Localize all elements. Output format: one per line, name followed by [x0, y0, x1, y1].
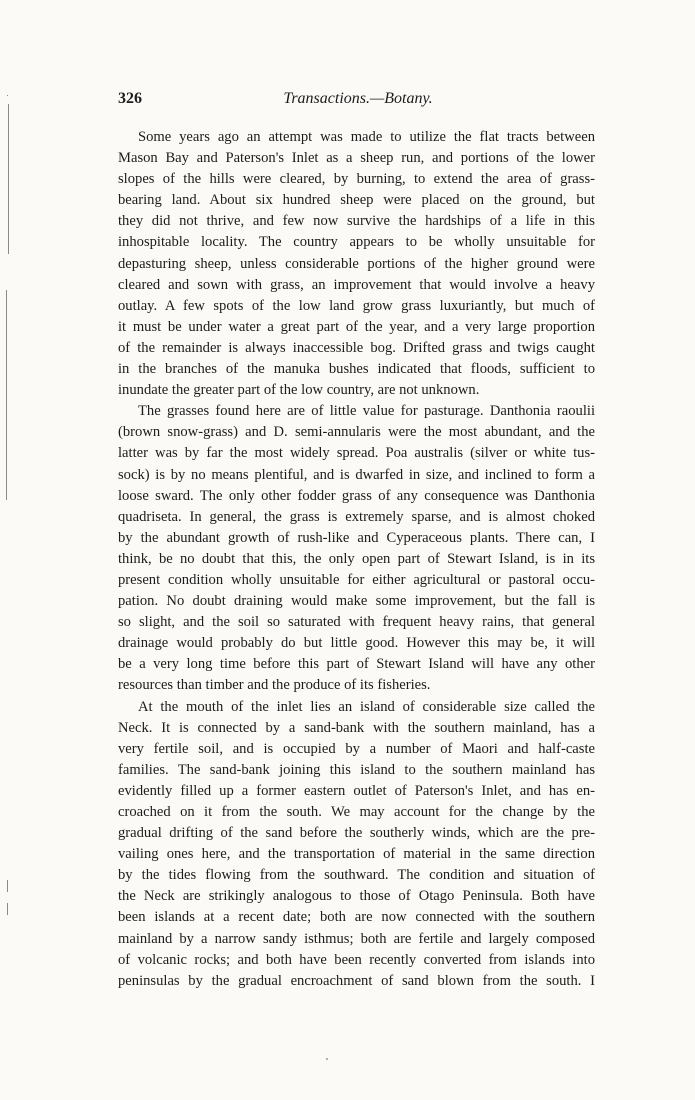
page-header	[118, 90, 598, 110]
text-line: by the tides flowing from the southward. The condition and situation of	[118, 867, 595, 884]
text-line: cleared and sown with grass, an improvement that would involve a heavy	[118, 276, 595, 293]
text-line: quadriseta. In general, the grass is extremely sparse, and is almost choked	[118, 508, 595, 525]
text-line: mainland by a narrow sandy isthmus; both are fertile and largely composed	[118, 930, 595, 947]
text-line: be a very long time before this part of Stewart Island will have any other	[118, 656, 595, 673]
scan-mark	[7, 880, 8, 892]
body-text	[118, 127, 595, 992]
text-line: think, be no doubt that this, the only open part of Stewart Island, is in its	[118, 550, 595, 567]
text-line: loose sward. The only other fodder grass of any consequence was Danthonia	[118, 487, 595, 504]
text-line: so slight, and the soil so saturated with frequent heavy rains, that general	[118, 614, 595, 631]
text-line: gradual drifting of the sand before the southerly winds, which are the pre-	[118, 825, 595, 842]
text-line: At the mouth of the inlet lies an island of considerable size called the	[138, 698, 595, 715]
text-line: families. The sand-bank joining this island to the southern mainland has	[118, 761, 595, 778]
text-line: inundate the greater part of the low country, are not unknown.	[118, 382, 480, 399]
text-line: Some years ago an attempt was made to utilize the flat tracts between	[138, 129, 595, 145]
text-line: resources than timber and the produce of its fisheries.	[118, 677, 431, 694]
paragraph	[118, 127, 595, 401]
scan-mark	[7, 903, 8, 915]
text-line: croached on it from the south. We may account for the change by the	[118, 804, 595, 820]
page-speck	[326, 1058, 328, 1060]
text-line: been islands at a recent date; both are now connected with the southern	[118, 909, 595, 926]
text-line: present condition wholly unsuitable for either agricultural or pastoral occu-	[118, 571, 595, 588]
text-line: evidently filled up a former eastern outlet of Paterson's Inlet, and has en-	[118, 782, 595, 799]
text-line: (brown snow-grass) and D. semi-annularis were the most abundant, and the	[118, 424, 595, 441]
text-line: Mason Bay and Paterson's Inlet as a sheep run, and portions of the lower	[118, 150, 595, 167]
text-line: inhospitable locality. The country appears to be wholly unsuitable for	[118, 234, 595, 251]
text-line: latter was by far the most widely spread. Poa australis (silver or white tus-	[118, 445, 595, 462]
text-line: outlay. A few spots of the low land grow grass luxuriantly, but much of	[118, 297, 595, 314]
text-line: Neck. It is connected by a sand-bank with the southern mainland, has a	[118, 719, 595, 736]
text-line: they did not thrive, and few now survive the hardships of a life in this	[118, 213, 595, 230]
text-line: pation. No doubt draining would make some improvement, but the fall is	[118, 593, 595, 610]
paragraph	[118, 697, 595, 992]
text-line: sock) is by no means plentiful, and is dwarfed in size, and inclined to form a	[118, 466, 595, 483]
page-number: 326	[118, 90, 142, 107]
text-line: peninsulas by the gradual encroachment of sand blown from the south. I	[118, 972, 595, 989]
scan-mark	[8, 104, 9, 254]
paragraph	[118, 401, 595, 696]
text-line: of the remainder is always inaccessible bog. Drifted grass and twigs caught	[118, 339, 595, 356]
text-line: slopes of the hills were cleared, by burning, to extend the area of grass-	[118, 171, 595, 188]
text-line: depasturing sheep, unless considerable portions of the higher ground were	[118, 255, 595, 272]
text-line: of volcanic rocks; and both have been recently converted from islands into	[118, 951, 595, 968]
running-title: Transactions.—Botany.	[283, 90, 433, 107]
scan-mark	[7, 95, 8, 96]
text-line: it must be under water a great part of the year, and a very large proportion	[118, 318, 595, 335]
text-line: vailing ones here, and the transportation of material in the same direction	[118, 846, 595, 863]
scan-mark	[6, 290, 7, 500]
text-line: by the abundant growth of rush-like and Cyperaceous plants. There can, I	[118, 529, 595, 546]
text-line: drainage would probably do but little good. However this may be, it will	[118, 635, 595, 652]
text-line: very fertile soil, and is occupied by a number of Maori and half-caste	[118, 740, 595, 757]
text-line: the Neck are strikingly analogous to those of Otago Peninsula. Both have	[118, 888, 595, 905]
text-line: bearing land. About six hundred sheep were placed on the ground, but	[118, 192, 595, 209]
text-line: The grasses found here are of little value for pasturage. Danthonia raoulii	[138, 403, 595, 420]
text-line: in the branches of the manuka bushes indicated that floods, sufficient to	[118, 361, 595, 378]
